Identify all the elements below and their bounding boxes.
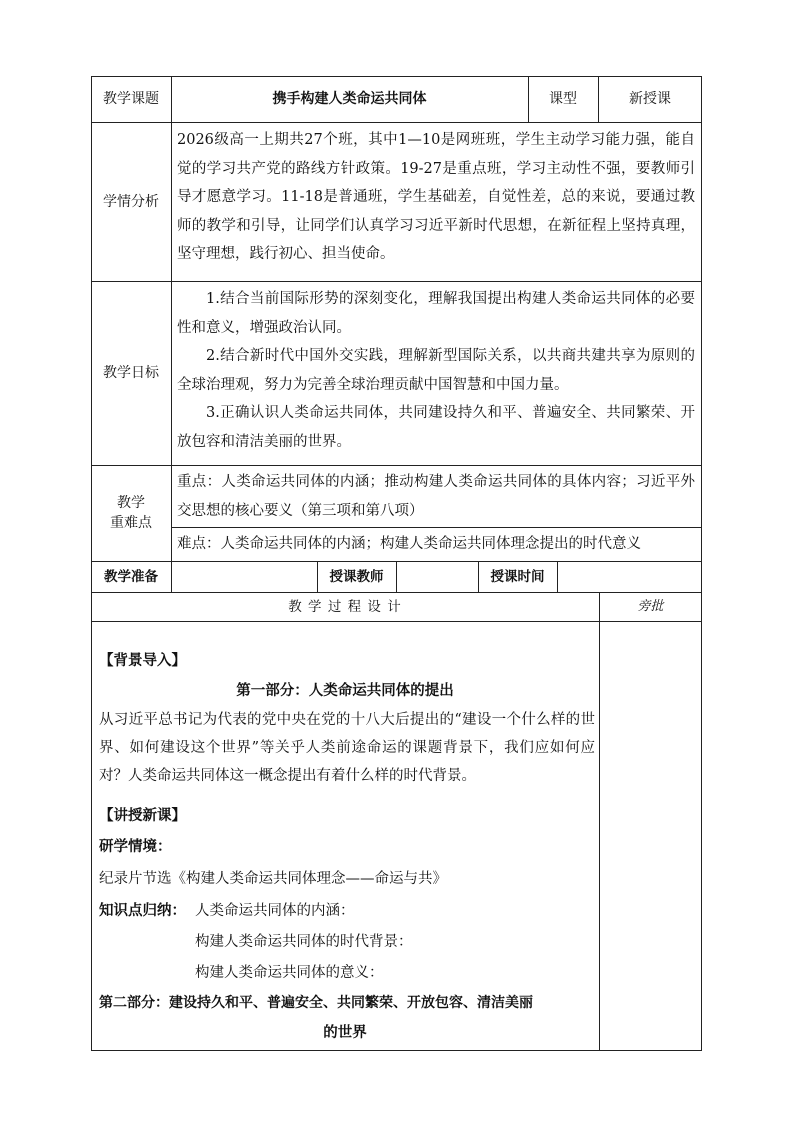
summary-item: 构建人类命运共同体的意义： xyxy=(195,965,384,981)
divider xyxy=(599,592,600,1051)
divider xyxy=(171,76,172,592)
prep-value xyxy=(171,561,317,592)
part1-text: 从习近平总书记为代表的党中央在党的十八大后提出的“建设一个什么样的世界、如何建设这个世界”等关乎人类前途命运的课题背景下，我们应如何应对？人类命运共同体这一概念提出有着什么样的时代背景。 xyxy=(99,712,595,784)
objective-item: 2.结合新时代中国外交实践，理解新型国际关系，以共商共建共享为原则的全球治理观，努力为完善全球治理贡献中国智慧和中国力量。 xyxy=(177,348,695,393)
course-topic: 携手构建人类命运共同体 xyxy=(272,91,427,107)
objective-item: 3.正确认识人类命运共同体，共同建设持久和平、普遍安全、共同繁荣、开放包容和清洁美丽的世界。 xyxy=(177,405,695,450)
objective-item: 1.结合当前国际形势的深刻变化，理解我国提出构建人类命运共同体的必要性和意义，增强政治认同。 xyxy=(177,291,695,336)
divider xyxy=(91,465,702,466)
summary-item: 构建人类命运共同体的时代背景： xyxy=(195,934,413,950)
key-points-label-line1: 教学 xyxy=(117,495,145,511)
student-analysis-label: 学情分析 xyxy=(103,193,159,210)
course-topic-label: 教学课题 xyxy=(103,91,159,107)
divider xyxy=(91,122,702,123)
time-label: 授课时间 xyxy=(490,568,545,585)
divider xyxy=(91,281,702,282)
part2-title-cont: 的世界 xyxy=(323,1024,367,1041)
lesson-plan-table xyxy=(91,76,702,1051)
teacher-label: 授课教师 xyxy=(329,568,384,585)
teacher-value xyxy=(396,561,478,592)
notes-label: 旁批 xyxy=(637,598,664,614)
prep-label: 教学准备 xyxy=(104,568,158,585)
student-analysis-text: 2026级高一上期共27个班，其中1—10是网班班，学生主动学习能力强，能自觉的学习共产党的路线方针政策。19-27是重点班，学习主动性不强，要教师引导才愿意学习。11-18是普通班，学生基础差，自觉性差，总的来说，要通过教师的教学和引导，让同学们认真学习习近平新时代思想，在新征程上坚持真理，坚守理想，践行初心、担当使命。 xyxy=(177,132,695,262)
intro-heading: 【背景导入】 xyxy=(99,652,186,669)
divider xyxy=(171,527,702,528)
study-text: 纪录片节选《构建人类命运共同体理念——命运与共》 xyxy=(99,871,447,887)
lesson-type-label: 课型 xyxy=(549,91,577,107)
part1-title: 第一部分：人类命运共同体的提出 xyxy=(236,682,454,699)
key-points-difficulty: 难点：人类命运共同体的内涵；构建人类命运共同体理念提出的时代意义 xyxy=(177,536,641,552)
divider xyxy=(91,621,702,622)
study-label: 研学情境： xyxy=(99,838,172,855)
objectives-label: 教学日标 xyxy=(103,365,159,381)
summary-label: 知识点归纳： xyxy=(99,902,186,919)
key-points-label-line2: 重难点 xyxy=(110,515,152,531)
lesson-type: 新授课 xyxy=(629,91,671,107)
summary-item: 人类命运共同体的内涵： xyxy=(195,903,355,919)
key-points-focus: 重点：人类命运共同体的内涵；推动构建人类命运共同体的具体内容；习近平外交思想的核心要义（第三项和第八项） xyxy=(177,474,695,519)
key-points-label xyxy=(91,465,171,561)
part2-title: 第二部分：建设持久和平、普遍安全、共同繁荣、开放包容、清洁美丽 xyxy=(99,995,533,1011)
time-value xyxy=(557,561,702,592)
new-lesson-heading: 【讲授新课】 xyxy=(99,807,186,824)
process-title: 教 学 过 程 设 计 xyxy=(288,598,402,615)
